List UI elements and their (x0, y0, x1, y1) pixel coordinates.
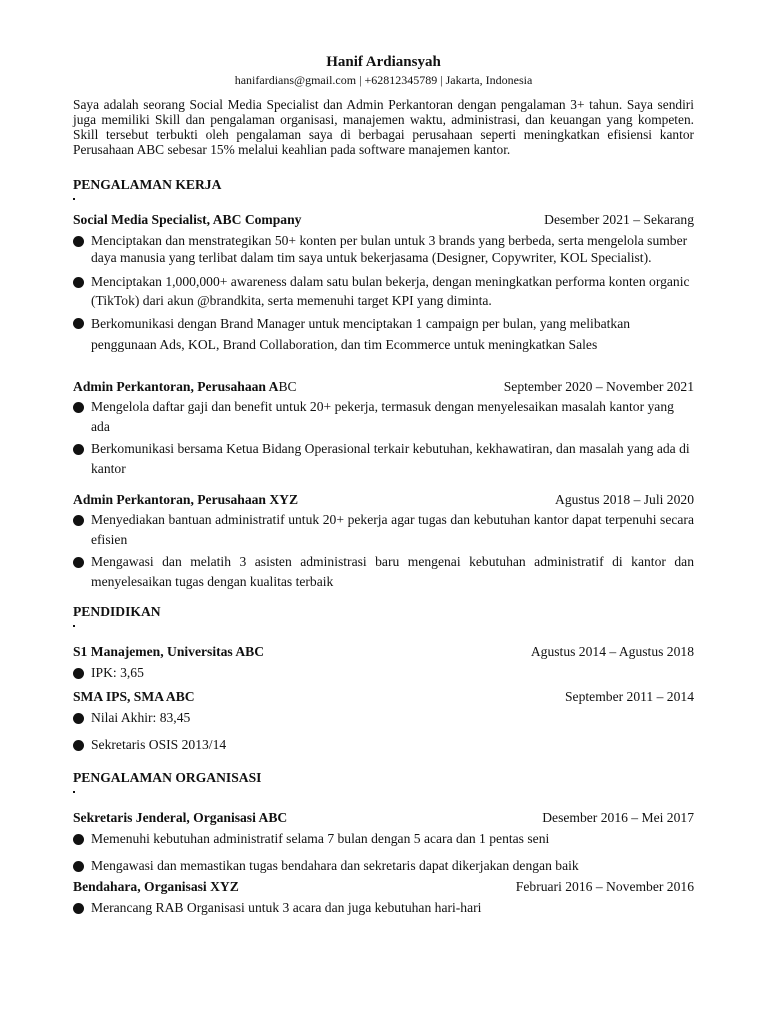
resume-page (73, 52, 694, 918)
section-title-organization: PENGALAMAN ORGANISASI (73, 770, 262, 785)
bullet-dot-icon (73, 861, 84, 872)
section-marker (73, 198, 75, 200)
candidate-name: Hanif Ardiansyah (326, 54, 441, 70)
organization-title: Sekretaris Jenderal, Organisasi ABC (73, 810, 288, 825)
section-title-experience: PENGALAMAN KERJA (73, 177, 222, 192)
organization-title: Bendahara, Organisasi XYZ (73, 879, 239, 894)
education-entry (73, 689, 694, 755)
section-organization (73, 770, 694, 918)
organization-entry (73, 810, 694, 876)
job-bullet: Menciptakan 1,000,000+ awareness dalam satu bulan bekerja, dengan meningkatkan performa konten organic (TikTok) dari akun @brandkita, serta memenuhi target KPI yang diminta. (73, 272, 694, 310)
section-experience (73, 177, 694, 592)
education-bullet: IPK: 3,65 (73, 663, 694, 683)
job-bullet: Mengawasi dan melatih 3 asisten administrasi baru mengenai kebutuhan administratif di kantor dan menyelesaikan tugas dengan kualitas terbaik (73, 552, 694, 592)
bullet-dot-icon (73, 668, 84, 679)
organization-bullet: Mengawasi dan memastikan tugas bendahara dan sekretaris dapat dikerjakan dengan baik (73, 856, 694, 876)
bullet-dot-icon (73, 713, 84, 724)
education-title: SMA IPS, SMA ABC (73, 689, 195, 704)
education-bullet: Nilai Akhir: 83,45 (73, 708, 694, 728)
section-title-education: PENDIDIKAN (73, 604, 161, 619)
bullet-dot-icon (73, 515, 84, 526)
job-title: Social Media Specialist, ABC Company (73, 212, 302, 227)
bullet-dot-icon (73, 444, 84, 455)
job-bullet: Berkomunikasi dengan Brand Manager untuk menciptakan 1 campaign per bulan, yang melibatkan penggunaan Ads, KOL, Brand Collaboration, dan tim Ecommerce untuk meningkatkan Sales (73, 313, 694, 355)
organization-bullet: Memenuhi kebutuhan administratif selama 7 bulan dengan 5 acara dan 1 pentas seni (73, 829, 694, 849)
bullet-dot-icon (73, 277, 84, 288)
job-title: Admin Perkantoran, Perusahaan ABC (73, 379, 297, 394)
job-entry (73, 379, 694, 479)
education-date: September 2011 – 2014 (565, 689, 694, 704)
section-education (73, 604, 694, 755)
contact-line: hanifardians@gmail.com | +62812345789 | Jakarta, Indonesia (234, 73, 533, 87)
job-bullet: Mengelola daftar gaji dan benefit untuk 20+ pekerja, termasuk dengan menyelesaikan masalah kantor yang ada (73, 397, 694, 437)
section-marker (73, 625, 75, 627)
bullet-dot-icon (73, 318, 84, 329)
organization-date: Februari 2016 – November 2016 (515, 879, 694, 894)
education-bullet: Sekretaris OSIS 2013/14 (73, 735, 694, 755)
job-date: September 2020 – November 2021 (503, 379, 694, 394)
bullet-dot-icon (73, 834, 84, 845)
job-bullet: Menyediakan bantuan administratif untuk 20+ pekerja agar tugas dan kebutuhan kantor dapat terpenuhi secara efisien (73, 510, 694, 550)
education-date: Agustus 2014 – Agustus 2018 (530, 644, 694, 659)
bullet-dot-icon (73, 236, 84, 247)
job-entry (73, 212, 694, 355)
profile-summary: Saya adalah seorang Social Media Specialist dan Admin Perkantoran dengan pengalaman 3+ tahun. Saya sendiri juga memiliki Skill dan pengalaman organisasi, manajemen waktu, administrasi, dan keuangan yang kompeten. Skill tersebut terbukti oleh pengalaman saya di berbagai perusahaan seperti meningkatkan efisiensi kantor Perusahaan ABC sebesar 15% melalui keahlian pada software manajemen kantor. (73, 97, 694, 157)
organization-date: Desember 2016 – Mei 2017 (542, 810, 694, 825)
job-entry (73, 492, 694, 592)
bullet-dot-icon (73, 740, 84, 751)
section-marker (73, 791, 75, 793)
education-title: S1 Manajemen, Universitas ABC (73, 644, 265, 659)
bullet-dot-icon (73, 903, 84, 914)
bullet-dot-icon (73, 557, 84, 568)
job-bullet: Berkomunikasi bersama Ketua Bidang Operasional terkair kebutuhan, kekhawatiran, dan masalah yang ada di kantor (73, 439, 694, 479)
job-date: Desember 2021 – Sekarang (544, 212, 694, 227)
job-date: Agustus 2018 – Juli 2020 (555, 492, 694, 507)
organization-bullet: Merancang RAB Organisasi untuk 3 acara dan juga kebutuhan hari-hari (73, 898, 694, 918)
bullet-dot-icon (73, 402, 84, 413)
education-entry (73, 644, 694, 683)
job-bullet: Menciptakan dan menstrategikan 50+ konten per bulan untuk 3 brands yang berbeda, serta mengelola sumber daya manusia yang terlibat dalam tim saya untuk bekerjasama (Designer, Copywriter, KOL Specialist). (73, 231, 694, 266)
job-title: Admin Perkantoran, Perusahaan XYZ (73, 492, 299, 507)
organization-entry (73, 879, 694, 918)
